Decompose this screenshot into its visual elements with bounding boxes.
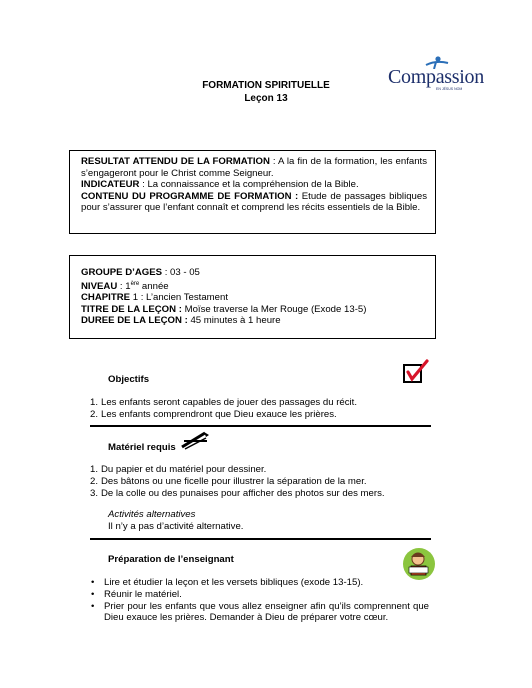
level-sup: ère (130, 280, 140, 287)
section-divider (90, 538, 431, 540)
outcome-label: RESULTAT ATTENDU DE LA FORMATION (81, 156, 270, 167)
alt-activities-text: Il n’y a pas d’activité alternative. (108, 521, 244, 532)
section-divider (90, 425, 431, 427)
level-value: : 1 (117, 280, 131, 292)
indicator-text: : La connaissance et la compréhension de la Bible. (139, 179, 359, 190)
alt-activities-heading: Activités alternatives (108, 509, 196, 520)
level-value-suffix: année (139, 280, 169, 292)
content-label: CONTENU DU PROGRAMME DE FORMATION : (81, 190, 299, 202)
lesson-title-row (81, 304, 427, 316)
list-item: 1. Du papier et du matériel pour dessiner. (90, 464, 267, 475)
duration-label: DUREE DE LA LEÇON : (81, 315, 188, 327)
preparation-heading: Préparation de l’enseignant (108, 554, 234, 565)
age-group-value: : 03 - 05 (162, 267, 200, 278)
list-item: 2. Les enfants comprendront que Dieu exauce les prières. (90, 408, 337, 420)
list-item: 3. De la colle ou des punaises pour afficher des photos sur des mers. (90, 487, 385, 499)
list-item: • Prier pour les enfants que vous allez enseigner afin qu’ils comprennent que Dieu exauce les prières. Demander à Dieu de préparer votre cœur. (91, 600, 429, 624)
list-item: • Réunir le matériel. (91, 588, 182, 600)
materials-list (90, 464, 385, 499)
lesson-info-box (69, 255, 436, 339)
lesson-title-label: TITRE DE LA LEÇON : (81, 303, 182, 315)
list-item: • Lire et étudier la leçon et les versets bibliques (exode 13-15). (91, 577, 364, 588)
age-group-label: GROUPE D’AGES (81, 267, 163, 278)
list-item: 1. Les enfants seront capables de jouer des passages du récit. (90, 397, 357, 408)
objectives-heading: Objectifs (108, 374, 150, 385)
level-row (81, 279, 427, 293)
age-group-row (81, 267, 427, 279)
content-text: Etude de passages bibliques pour s’assurer que l’enfant connaît et comprend les récits essentiels de la Bible. (81, 190, 428, 213)
objectives-list (90, 397, 357, 421)
duration-value: 45 minutes à 1 heure (187, 315, 281, 327)
duration-row (81, 315, 427, 327)
lesson-title-value: Moïse traverse la Mer Rouge (Exode 13-5) (181, 303, 367, 315)
chapter-value: 1 : L’ancien Testament (130, 292, 229, 304)
pencil-ruler-icon (179, 429, 211, 451)
logo-subtext: EN JÉSUS NOM (436, 87, 463, 91)
checkbox-icon (402, 359, 430, 385)
preparation-list (91, 577, 429, 624)
document-title: FORMATION SPIRITUELLE (202, 80, 330, 91)
chapter-label: CHAPITRE (81, 292, 131, 304)
list-item: 2. Des bâtons ou une ficelle pour illustrer la séparation de la mer. (90, 475, 367, 487)
logo-text: Compassion (388, 66, 484, 88)
indicator-label: INDICATEUR (81, 179, 140, 190)
materials-heading: Matériel requis (108, 442, 176, 453)
compassion-logo (386, 58, 486, 94)
lesson-number: Leçon 13 (244, 93, 288, 104)
level-label: NIVEAU (81, 280, 118, 292)
chapter-row (81, 292, 427, 304)
outcome-text: : A la fin de la formation, les enfants s’engageront pour le Christ comme Seigneur. (81, 156, 427, 179)
training-outcome-box (69, 150, 436, 234)
